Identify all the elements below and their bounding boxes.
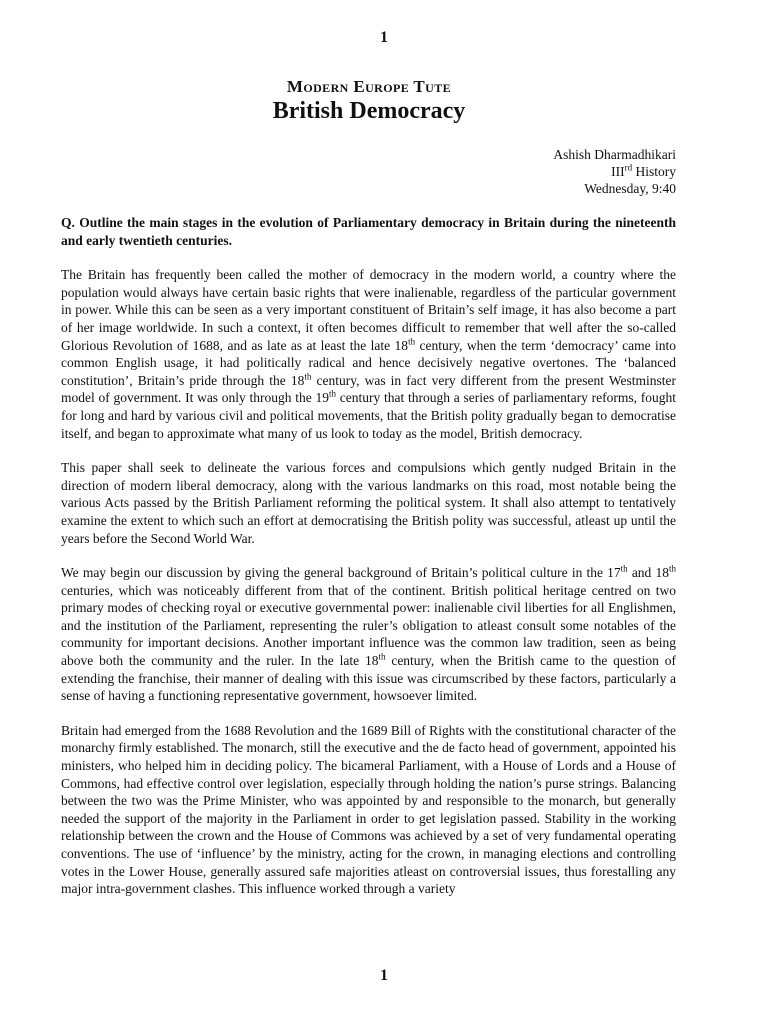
paragraph-1-part-c: century, was in fact very different from the present Westminster model of government. It was only through the 19 bbox=[61, 372, 676, 406]
paragraph-1 bbox=[61, 266, 676, 442]
author-time: Wednesday, 9:40 bbox=[584, 181, 676, 196]
course-title: Modern Europe Tute bbox=[286, 77, 452, 96]
paragraph-4: Britain had emerged from the 1688 Revolution and the 1689 Bill of Rights with the constitutional character of the monarchy firmly established. The monarch, still the executive and the de facto head of government, appointed his ministers, who helped him in deciding policy. The bicameral Parliament, with a House of Lords and a House of Commons, had effective control over legislation, especially through holding the nation’s purse strings. Balancing between the two was the Prime Minister, who was appointed by and responsible to the monarch, but generally needed the support of the majority in the Parliament in order to get legislation passed. Stability in the working relationship between the crown and the House of Commons was achieved by a set of very fundamental operating conventions. The use of ‘influence’ by the ministry, acting for the crown, in managing elections and controlling votes in the Lower House, generally assured safe majorities atleast on controversial issues, thus forestalling any major intra-government clashes. This influence worked through a variety bbox=[61, 722, 676, 897]
document-title: British Democracy bbox=[272, 98, 466, 124]
paragraph-1-part-a: The Britain has frequently been called the mother of democracy in the modern world, a country where the population would always have certain basic rights that were inalienable, regardless of the particular government in power. While this can be seen as a very important constituent of Britain’s self image, it has also become a part of her image worldwide. In such a context, it often becomes difficult to remember that well after the so-called Glorious Revolution of 1688, and as late as at least the late 18 bbox=[61, 267, 676, 353]
paragraph-3-part-c: centuries, which was noticeably different from that of the continent. British political heritage centred on two primary modes of checking royal or executive governmental power: inalienable civil liberties for all Englishmen, and the institution of the Parliament, representing the ruler’s obligation to atleast consult some notables of the community for important decisions. Another important influence was the common law tradition, seen as being above both the community and the ruler. In the late 18 bbox=[61, 582, 676, 669]
paragraph-2: This paper shall seek to delineate the various forces and compulsions which gently nudged Britain in the direction of modern liberal democracy, along with the various landmarks on this road, most notable being the various Acts passed by the British Parliament reforming the political system. It shall also attempt to tentatively examine the extent to which such an effort at democratising the British polity was successful, atleast up until the years before the Second World War. bbox=[61, 460, 676, 546]
question-heading: Q. Outline the main stages in the evolution of Parliamentary democracy in Britain during the nineteenth and early twentieth centuries. bbox=[61, 215, 676, 248]
paragraph-1-part-d: century that through a series of parliamentary reforms, fought for long and hard by various civil and political movements, that the British polity gradually began to democratise itself, and began to approximate what many of us look to today as the model, British democracy. bbox=[61, 390, 677, 441]
paragraph-3-part-d: century, when the British came to the question of extending the franchise, their manner of dealing with this issue was circumscribed by these factors, particularly a sense of having a functioning representative government, howsoever limited. bbox=[61, 653, 676, 704]
ordinal-suffix: th bbox=[378, 651, 386, 662]
paragraph-3 bbox=[61, 564, 676, 705]
ordinal-suffix: th bbox=[408, 336, 416, 347]
author-class-suffix: History bbox=[632, 164, 676, 179]
document-body bbox=[61, 214, 676, 915]
paragraph-3-part-b: and 18 bbox=[627, 565, 669, 581]
ordinal-suffix: th bbox=[620, 563, 628, 574]
author-class bbox=[553, 163, 676, 180]
author-class-prefix: III bbox=[611, 164, 625, 179]
page-number-top: 1 bbox=[380, 29, 388, 46]
ordinal-suffix: th bbox=[329, 388, 337, 399]
author-name: Ashish Dharmadhikari bbox=[553, 147, 676, 162]
author-class-sup: rd bbox=[624, 162, 633, 173]
paragraph-3-part-a: We may begin our discussion by giving the general background of Britain’s political culture in the 17 bbox=[61, 565, 621, 581]
page-number-bottom: 1 bbox=[380, 967, 388, 984]
ordinal-suffix: th bbox=[304, 371, 312, 382]
author-block bbox=[553, 146, 676, 197]
ordinal-suffix: th bbox=[668, 563, 676, 574]
paragraph-1-part-b: century, when the term ‘democracy’ came into common English usage, it had politically radical and hence decisively negative overtones. The ‘balanced constitution’, Britain’s pride through the 18 bbox=[61, 337, 676, 388]
